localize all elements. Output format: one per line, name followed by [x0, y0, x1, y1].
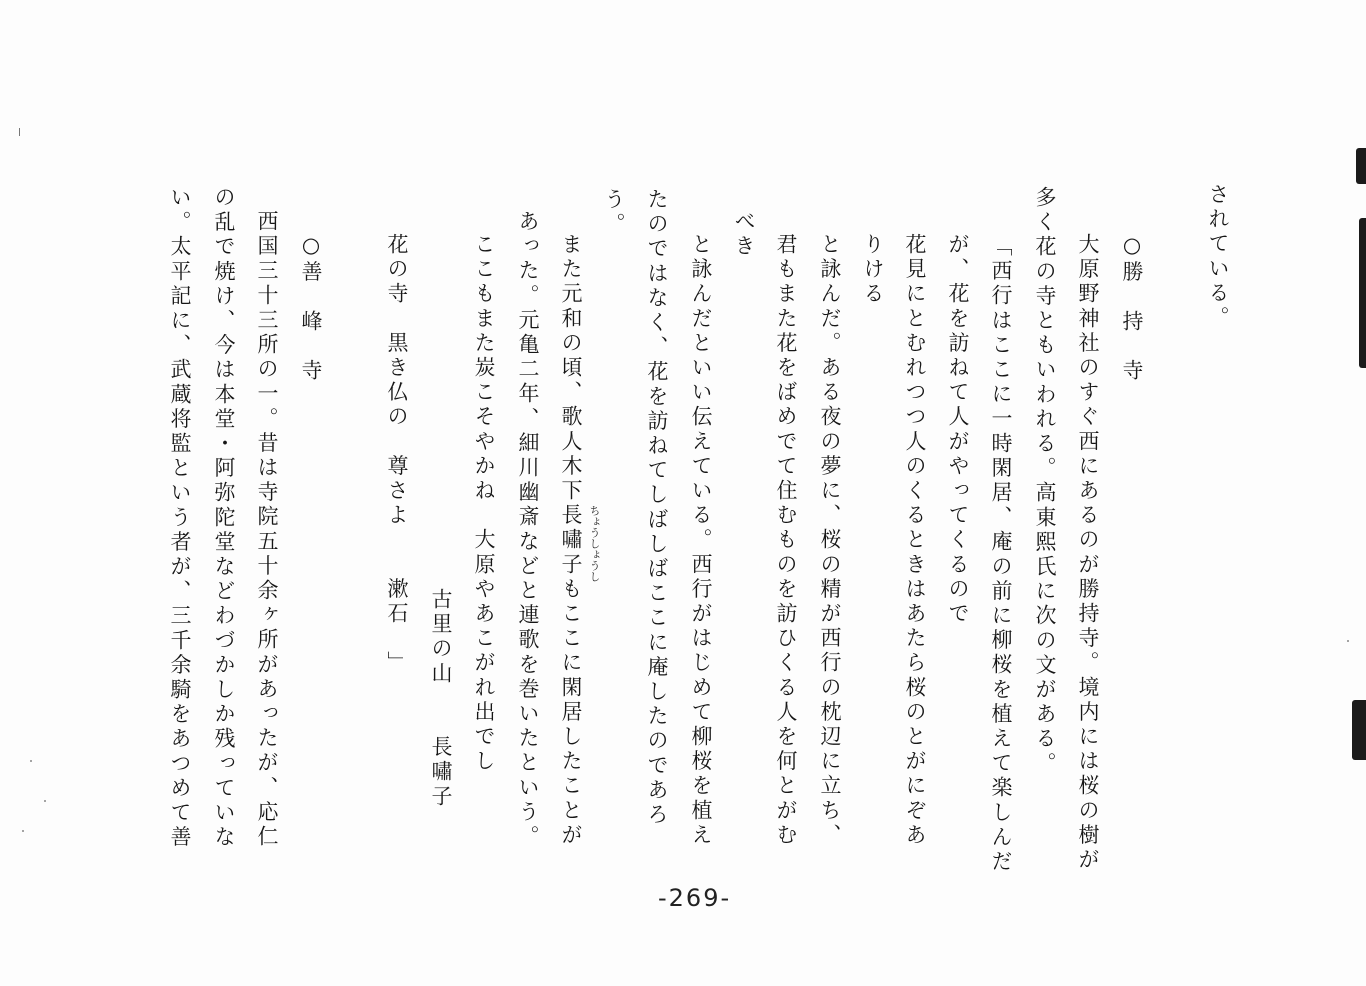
text-column: 多く花の寺ともいわれる。高東熙氏に次の文がある。	[1033, 186, 1057, 777]
binding-mark	[1359, 218, 1366, 368]
text-column: されている。	[1206, 183, 1230, 331]
text-column: 「西行はここに一時閑居、庵の前に柳桜を植えて楽しんだ	[989, 235, 1013, 875]
page-number: -269-	[658, 884, 732, 912]
scan-speck	[22, 830, 24, 832]
binding-mark	[1352, 700, 1366, 760]
text-column: い。太平記に、武蔵将監という者が、三千余騎をあつめて善	[168, 186, 192, 851]
text-column: また元和の頃、歌人木下長嘯子もここに閑居したことが	[559, 233, 583, 848]
furigana-annotation: ちょうしょうし	[588, 505, 601, 582]
poem-line: 花の寺 黒き仏の 尊さよ 漱石 」	[385, 233, 409, 676]
text-column: 西国三十三所の一。昔は寺院五十余ヶ所があったが、応仁	[255, 210, 279, 850]
poem-line: 花見にとむれつつ人のくるときはあたら桜のとがにぞあ	[903, 233, 927, 848]
poem-line: りける	[861, 233, 885, 307]
poem-line: 古里の山 長嘯子	[429, 588, 453, 810]
text-column: と詠んだといい伝えている。西行がはじめて柳桜を植え	[689, 233, 713, 848]
text-column: の乱で焼け、今は本堂・阿弥陀堂などわづかしか残っていな	[212, 186, 236, 851]
section-heading-yoshiminedera: ○善 峰 寺	[299, 233, 323, 384]
text-column: う。	[602, 188, 626, 238]
binding-mark	[1356, 148, 1366, 184]
poem-line: べき	[732, 210, 756, 260]
text-column: あった。元亀二年、細川幽斎などと連歌を巻いたという。	[516, 210, 540, 850]
text-column: と詠んだ。ある夜の夢に、桜の精が西行の枕辺に立ち、	[818, 233, 842, 848]
text-column: たのではなく、花を訪ねてしばしばここに庵したのであろ	[645, 188, 669, 828]
section-heading-shoji: ○勝 持 寺	[1120, 233, 1144, 384]
scan-mark	[19, 128, 20, 136]
poem-line: ここもまた炭こそやかね 大原やあこがれ出でし	[472, 233, 496, 775]
poem-line: 君もまた花をばめでて住むものを訪ひくる人を何とがむ	[774, 233, 798, 848]
scan-speck	[44, 800, 46, 802]
scan-speck	[30, 760, 32, 762]
scan-speck	[1347, 640, 1349, 642]
text-column: 大原野神社のすぐ西にあるのが勝持寺。境内には桜の樹が	[1076, 233, 1100, 873]
text-column: が、花を訪ねて人がやってくるので	[946, 233, 970, 627]
